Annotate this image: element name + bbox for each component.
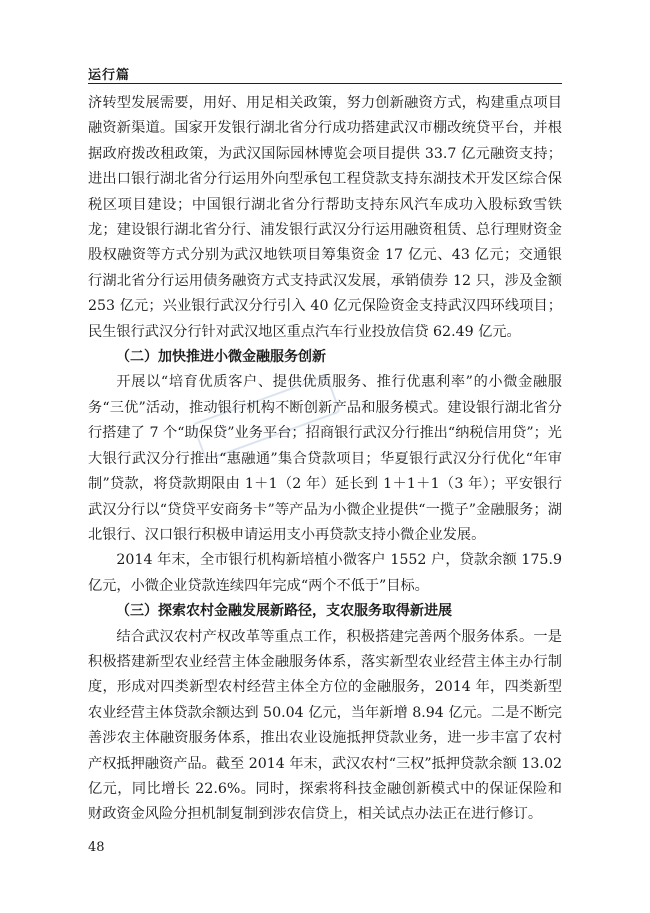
section-label: 运行篇 [88, 68, 131, 83]
section-heading: （三）探索农村金融发展新路径，支农服务取得新进展 [116, 603, 452, 620]
page-number: 48 [88, 840, 105, 855]
paragraph: 开展以“培育优质客户、提供优质服务、推行优惠利率”的小微金融服务“三优”活动，推动银行机构不断创新产品和服务模式。建设银行湖北省分行搭建了 7 个“助保贷”业务平台；招商银行武汉分行推出“纳税信用贷”；光大银行武汉分行推出“惠融通”集合贷款项目；华夏银行武汉分行优化“年审制”贷款，将贷款期限由 1＋1（2 年）延长到 1＋1＋1（3 年）；平安银行武汉分行以“贷贷平安商务卡”等产品为小微企业提供“一揽子”金融服务；湖北银行、汉口银行积极申请运用支小再贷款支持小微企业发展。 [88, 374, 562, 543]
section-heading: （二）加快推进小微金融服务创新 [116, 349, 326, 366]
header-rule [88, 83, 562, 84]
paragraph: 结合武汉农村产权改革等重点工作，积极搭建完善两个服务体系。一是积极搭建新型农业经营主体金融服务体系，落实新型农业经营主体主办行制度，形成对四类新型农村经营主体全方位的金融服务，2014 年，四类新型农业经营主体贷款余额达到 50.04 亿元，当年新增 8.94 亿元。二是不断完善涉农主体融资服务体系，推出农业设施抵押贷款业务，进一步丰富了农村产权抵押融资产品。截至 2014 年末，武汉农村“三权”抵押贷款余额 13.02 亿元，同比增长 22.6%。同时，探索将科技金融创新模式中的保证保险和财政资金风险分担机制复制到涉农信贷上，相关试点办法正在进行修订。 [88, 628, 562, 823]
paragraph: 济转型发展需要，用好、用足相关政策，努力创新融资方式，构建重点项目融资新渠道。国家开发银行湖北省分行成功搭建武汉市棚改统贷平台，并根据政府拨改租政策，为武汉国际园林博览会项目提供 33.7 亿元融资支持；进出口银行湖北省分行运用外向型承包工程贷款支持东湖技术开发区综合保税区项目建设；中国银行湖北省分行帮助支持东风汽车成功入股标致雪铁龙；建设银行湖北省分行、浦发银行武汉分行运用融资租赁、总行理财资金股权融资等方式分别为武汉地铁项目筹集资金 17 亿元、43 亿元；交通银行湖北省分行运用债务融资方式支持武汉发展，承销债券 12 只，涉及金额 253 亿元；兴业银行武汉分行引入 40 亿元保险资金支持武汉四环线项目；民生银行武汉分行针对武汉地区重点汽车行业投放信贷 62.49 亿元。 [88, 95, 562, 340]
body-text [88, 91, 562, 828]
paragraph: 2014 年末，全市银行机构新培植小微客户 1552 户，贷款余额 175.9 亿元，小微企业贷款连续四年完成“两个不低于”目标。 [88, 552, 562, 594]
